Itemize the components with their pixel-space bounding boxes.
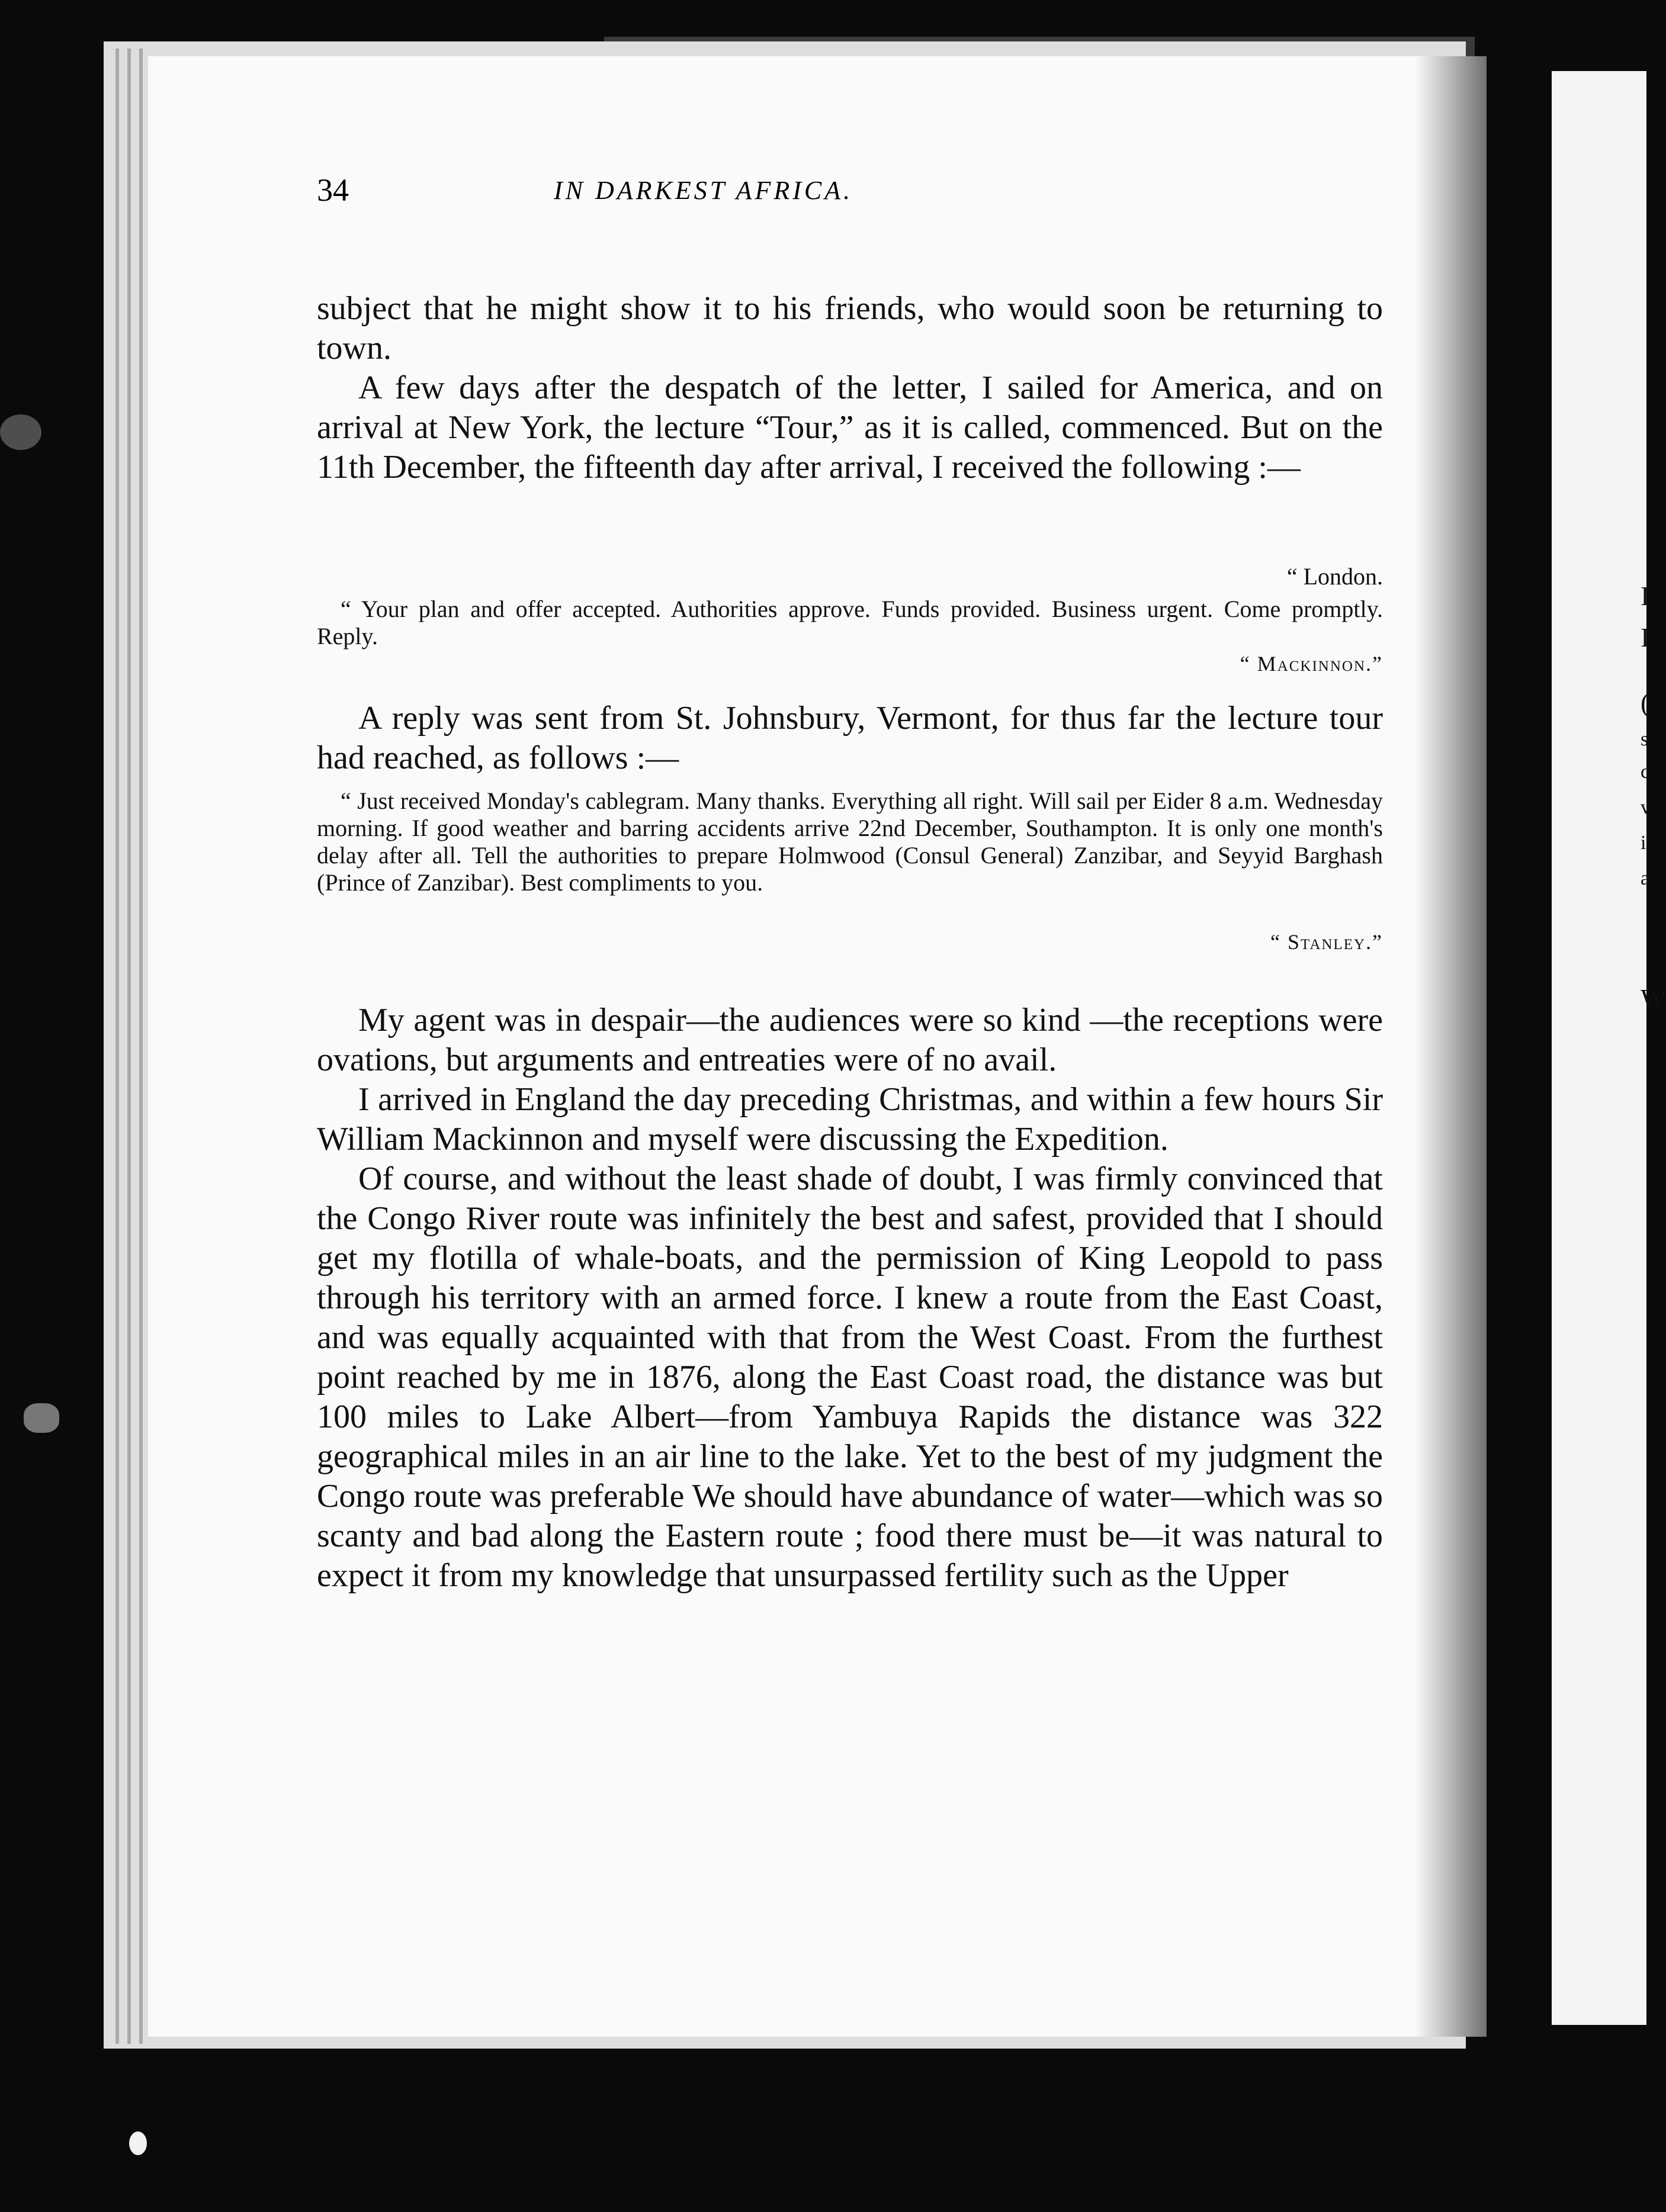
- facing-page-glyph: v: [1641, 796, 1651, 818]
- paragraph-block: [317, 699, 1383, 778]
- scan-artifact: [0, 414, 41, 450]
- facing-page-glyph: W: [1641, 983, 1666, 1014]
- telegram-stanley: [317, 787, 1383, 965]
- facing-page-glyph: c: [1641, 761, 1650, 783]
- page-number: 34: [317, 172, 349, 208]
- page-header: [317, 172, 1383, 213]
- telegram-mackinnon: [317, 562, 1383, 681]
- facing-page-glyph: s: [1641, 728, 1649, 750]
- telegram-place: “ London.: [1286, 563, 1383, 590]
- telegram-signature: “ Stanley.”: [1270, 930, 1383, 954]
- paragraph: subject that he might show it to his friends, who would soon be returning to town.: [317, 290, 1383, 366]
- paragraph: A few days after the despatch of the letter, I sailed for America, and on arrival at New York, the lecture “Tour,” as it is called, commenced. But on the 11th December, the fifteenth day after arrival, I received the following :—: [317, 369, 1383, 486]
- facing-page-glyph: a: [1641, 867, 1650, 889]
- paragraph-block: [317, 1001, 1383, 1596]
- page-edge-line: [127, 49, 131, 2044]
- facing-page-glyph: (: [1641, 687, 1650, 718]
- scan-artifact: [24, 1403, 59, 1433]
- telegram-body: “ Just received Monday's cablegram. Many thanks. Everything all right. Will sail per Eider 8 a.m. Wednesday morning. If good weather and barring accidents arrive 22nd December, Southampton. It is only one month's delay after all. Tell the authorities to prepare Holmwood (Consul General) Zanzibar, and Seyyid Barghash (Prince of Zanzibar). Best compliments to you.: [317, 787, 1383, 896]
- running-head: IN DARKEST AFRICA.: [554, 176, 853, 205]
- paragraph: Of course, and without the least shade of doubt, I was firmly convinced that the Congo River route was infinitely the best and safest, provided that I should get my flotilla of whale-boats, and the permission of King Leopold to pass through his territory with an armed force. I knew a route from the East Coast, and was equally acquainted with that from the West Coast. From the furthest point reached by me in 1876, along the East Coast road, the distance was but 100 miles to Lake Albert—from Yambuya Rapids the distance was 322 geographical miles in an air line to the lake. Yet to the best of my judgment the Congo route was preferable We should have abundance of water—which was so scanty and bad along the Eastern route ; food there must be—it was natural to expect it from my knowledge that unsurpassed fertility such as the Upper: [317, 1160, 1383, 1594]
- paragraph: I arrived in England the day preceding Christmas, and within a few hours Sir William Mackinnon and myself were discussing the Expedition.: [317, 1081, 1383, 1158]
- page-edge-line: [139, 49, 143, 2044]
- facing-page-glyph: I: [1641, 581, 1650, 611]
- facing-page-glyph: i: [1641, 832, 1646, 854]
- page-edge-line: [115, 49, 119, 2044]
- facing-page: [1552, 71, 1666, 2025]
- telegram-signature: “ Mackinnon.”: [1240, 652, 1383, 676]
- paragraph: A reply was sent from St. Johnsbury, Vermont, for thus far the lecture tour had reached, as follows :—: [317, 700, 1383, 776]
- paragraph: My agent was in despair—the audiences were so kind —the receptions were ovations, but arguments and entreaties were of no avail.: [317, 1002, 1383, 1078]
- telegram-body: “ Your plan and offer accepted. Authorities approve. Funds provided. Business urgent. Come promptly. Reply.: [317, 596, 1383, 650]
- scan-artifact: [129, 2131, 147, 2155]
- gutter-shadow: [1415, 56, 1487, 2037]
- paragraph-block: [317, 289, 1383, 487]
- facing-page-glyph: I: [1641, 622, 1650, 652]
